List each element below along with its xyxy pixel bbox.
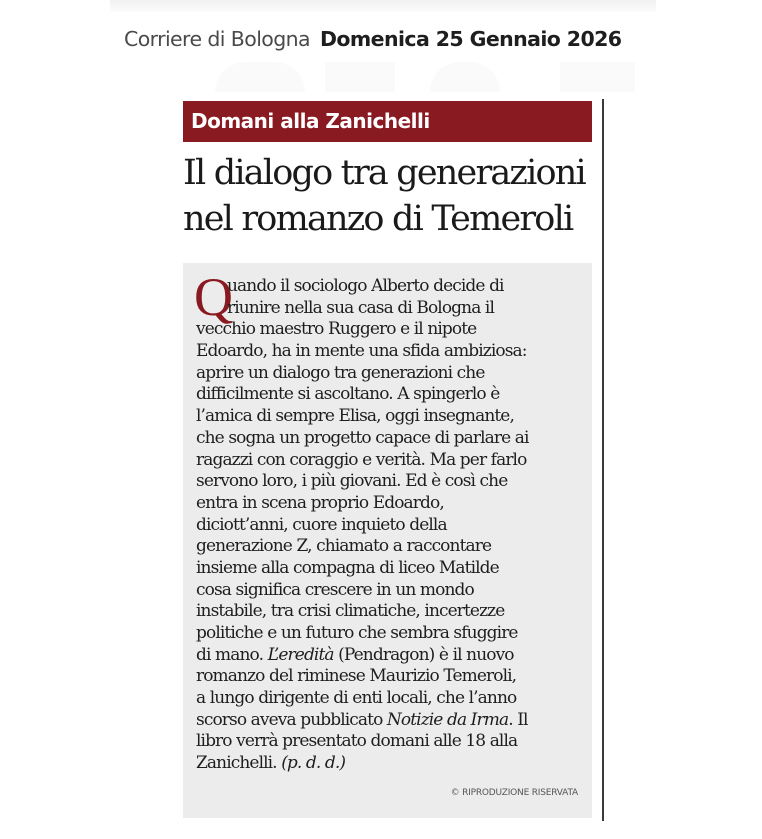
author-initials: (p. d. d.) <box>281 753 346 774</box>
body-line: generazione Z, chiamato a raccontare <box>196 536 492 557</box>
body-line: libro verrà presentato domani alle 18 alla <box>196 731 518 752</box>
body-line: Edoardo, ha in mente una sfida ambiziosa: <box>196 341 527 362</box>
body-line: politiche e un futuro che sembra sfuggire <box>196 623 518 643</box>
kicker-text: Domani alla Zanichelli <box>191 109 430 133</box>
text-run: di mano. <box>196 644 268 665</box>
body-line: a lungo dirigente di enti locali, che l’anno <box>196 688 517 709</box>
text-run: Zanichelli. <box>196 753 282 774</box>
headline <box>183 150 603 242</box>
issue-date: Domenica 25 Gennaio 2026 <box>320 27 622 51</box>
body-line: difficilmente si ascoltano. A spingerlo è <box>196 384 500 405</box>
body-line: instabile, tra crisi climatiche, incertezze <box>196 601 505 622</box>
body-line: l’amica di sempre Elisa, oggi insegnante, <box>196 406 514 427</box>
body-line <box>196 710 591 732</box>
top-strip <box>110 0 656 12</box>
newspaper-name: Corriere di Bologna <box>124 27 311 51</box>
body-line: ragazzi con coraggio e verità. Ma per farlo <box>196 449 527 470</box>
kicker-banner <box>183 101 592 142</box>
body-line: aprire un dialogo tra generazioni che <box>196 362 485 383</box>
watermark-shape <box>325 62 395 92</box>
body-line <box>196 645 591 667</box>
text-run: . Il <box>508 709 528 730</box>
body-line: vecchio maestro Ruggero e il nipote <box>196 319 477 340</box>
text-run: (Pendragon) è il nuovo <box>333 644 514 665</box>
copyright-notice: © RIPRODUZIONE RISERVATA <box>450 788 578 798</box>
body-line: entra in scena proprio Edoardo, <box>196 492 444 513</box>
body-line: servono loro, i più giovani. Ed è così che <box>196 471 508 492</box>
body-line: che sogna un progetto capace di parlare ai <box>196 427 529 448</box>
text-run: scorso aveva pubblicato <box>196 709 387 730</box>
body-line: diciott’anni, cuore inquieto della <box>196 514 447 535</box>
drop-cap: Q <box>194 267 233 327</box>
body-line: uando il sociologo Alberto decide di <box>227 276 504 296</box>
headline-line: Il dialogo tra generazioni <box>183 153 585 193</box>
body-line: insieme alla compagna di liceo Matilde <box>196 557 499 578</box>
body-line: riunire nella sua casa di Bologna il <box>227 297 495 318</box>
watermark-shape <box>560 62 635 92</box>
masthead <box>124 25 621 53</box>
watermark-shape <box>215 62 305 92</box>
body-line: romanzo del riminese Maurizio Temeroli, <box>196 666 517 687</box>
body-line <box>196 753 591 775</box>
article-body <box>196 276 591 775</box>
body-line: cosa significa crescere in un mondo <box>196 579 474 600</box>
watermark-shape <box>430 62 500 92</box>
book-title: Notizie da Irma <box>386 709 509 730</box>
headline-line: nel romanzo di Temeroli <box>183 199 573 239</box>
book-title: L’eredità <box>267 644 334 665</box>
